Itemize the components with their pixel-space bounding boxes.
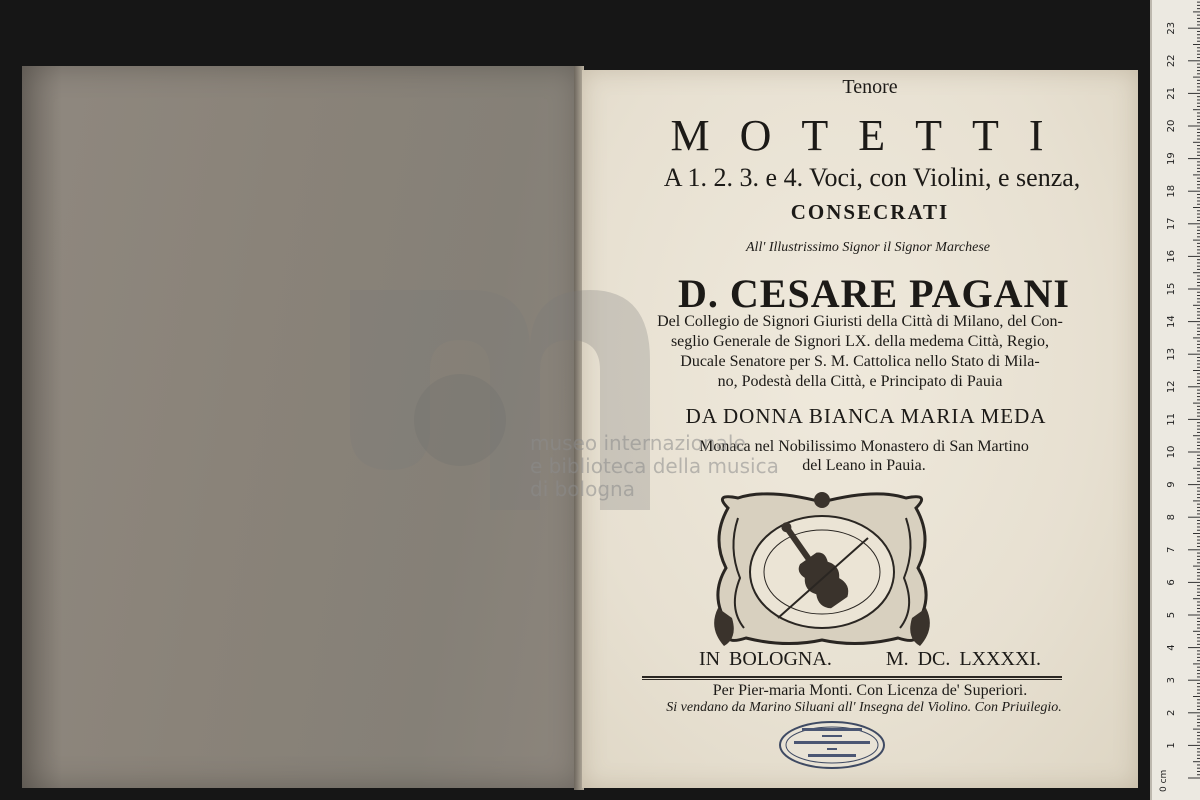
dedicatee-name: D. CESARE PAGANI xyxy=(678,271,1070,316)
ruler-number: 12 xyxy=(1166,380,1177,394)
ruler-number: 16 xyxy=(1166,250,1177,263)
ruler-number: 17 xyxy=(1166,217,1177,231)
ruler-number: 3 xyxy=(1166,677,1177,684)
seller-line: Si vendano da Marino Siluani all' Insegna del Violino. Con Priuilegio. xyxy=(666,700,1062,715)
ruler-number: 6 xyxy=(1166,579,1177,586)
measurement-ruler xyxy=(1150,0,1200,800)
divider xyxy=(642,676,1062,678)
imprint-city: IN BOLOGNA. xyxy=(698,648,832,670)
watermark-text: museo internazionale e biblioteca della musica di bologna xyxy=(530,431,779,501)
description-line: no, Podestà della Città, e Principato di Pauia xyxy=(717,373,1003,390)
ruler-number: 13 xyxy=(1166,347,1177,361)
composer-description: del Leano in Pauia. xyxy=(802,457,926,474)
blank-left-leaf xyxy=(22,66,580,788)
ruler-number: 9 xyxy=(1166,481,1177,488)
violin-emblem-icon xyxy=(708,488,936,650)
description-line: Ducale Senatore per S. M. Cattolica nello Stato di Mila- xyxy=(680,353,1040,370)
title-page xyxy=(582,70,1138,788)
dedication-line: All' Illustrissimo Signor il Signor Marchese xyxy=(746,240,990,255)
description-line: seglio Generale de Signori LX. della medema Città, Regio, xyxy=(670,333,1050,350)
divider xyxy=(642,679,1062,680)
ruler-number: 10 xyxy=(1166,445,1177,459)
ruler-number: 7 xyxy=(1166,546,1177,553)
ruler-number: 18 xyxy=(1166,184,1177,198)
imprint-year: M. DC. LXXXXI. xyxy=(885,648,1042,670)
ruler-number: 15 xyxy=(1166,282,1177,296)
ruler-number: 20 xyxy=(1166,119,1177,133)
ruler-number: 23 xyxy=(1166,21,1177,35)
ruler-number: 14 xyxy=(1166,315,1177,328)
ruler-scale xyxy=(1152,0,1200,800)
library-stamp-icon xyxy=(778,720,886,770)
ruler-number: 11 xyxy=(1166,413,1177,426)
composer-name: DA DONNA BIANCA MARIA MEDA xyxy=(685,404,1047,428)
consecrati-heading: CONSECRATI xyxy=(790,200,950,224)
ruler-number: 4 xyxy=(1166,644,1177,651)
composer-description: Monaca nel Nobilissimo Monastero di San Martino xyxy=(699,438,1029,455)
ruler-number: 21 xyxy=(1166,87,1177,100)
printer-line: Per Pier-maria Monti. Con Licenza de' Superiori. xyxy=(712,682,1028,699)
ruler-number: 1 xyxy=(1166,742,1177,749)
subtitle: A 1. 2. 3. e 4. Voci, con Violini, e senza, xyxy=(663,163,1081,192)
imprint-line xyxy=(592,648,1148,671)
ruler-number: 22 xyxy=(1166,54,1177,68)
ruler-number: 8 xyxy=(1166,514,1177,521)
ruler-number: 19 xyxy=(1166,152,1177,165)
ruler-number: 2 xyxy=(1166,709,1177,716)
ruler-unit-label: 0 cm xyxy=(1159,769,1169,792)
ruler-number: 5 xyxy=(1166,611,1177,619)
voice-part-label: Tenore xyxy=(842,76,898,98)
description-line: Del Collegio de Signori Giuristi della Città di Milano, del Con- xyxy=(657,313,1063,330)
main-title: MOTETTI xyxy=(670,111,1074,160)
